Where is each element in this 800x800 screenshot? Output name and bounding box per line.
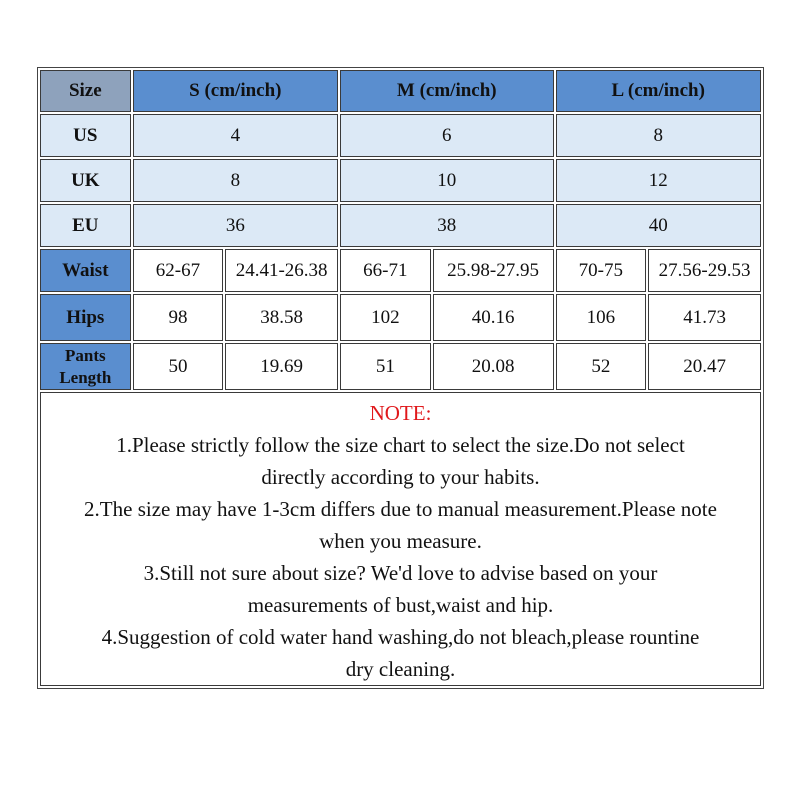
- cell: 51: [340, 343, 431, 390]
- cell: 102: [340, 294, 431, 341]
- cell: 6: [340, 114, 553, 157]
- hips-row: [40, 294, 761, 341]
- s-header: S (cm/inch): [133, 70, 338, 112]
- size-header: Size: [40, 70, 131, 112]
- cell: 4: [133, 114, 338, 157]
- note-row: [40, 392, 761, 686]
- cell: 24.41-26.38: [225, 249, 338, 292]
- cell: 40: [556, 204, 762, 247]
- note-line: 1.Please strictly follow the size chart to select the size.Do not select: [116, 433, 685, 457]
- cell: 98: [133, 294, 224, 341]
- note-line: dry cleaning.: [345, 657, 456, 681]
- note-line: 3.Still not sure about size? We'd love to advise based on your: [143, 561, 658, 585]
- l-header: L (cm/inch): [556, 70, 762, 112]
- row-label: [40, 343, 131, 390]
- uk-row: [40, 159, 761, 202]
- cell: 50: [133, 343, 224, 390]
- row-label: EU: [40, 204, 131, 247]
- row-label-line2: Length: [59, 367, 112, 387]
- cell: 12: [556, 159, 762, 202]
- row-label: Waist: [40, 249, 131, 292]
- cell: 25.98-27.95: [433, 249, 554, 292]
- us-row: [40, 114, 761, 157]
- eu-row: [40, 204, 761, 247]
- cell: 8: [133, 159, 338, 202]
- cell: 52: [556, 343, 647, 390]
- cell: 8: [556, 114, 762, 157]
- row-label: US: [40, 114, 131, 157]
- note-title: NOTE:: [369, 401, 432, 425]
- size-chart-table: [37, 67, 764, 689]
- m-header: M (cm/inch): [340, 70, 553, 112]
- waist-row: [40, 249, 761, 292]
- cell: 10: [340, 159, 553, 202]
- cell: 20.08: [433, 343, 554, 390]
- note-line: directly according to your habits.: [261, 465, 540, 489]
- pants-length-row: [40, 343, 761, 390]
- cell: 70-75: [556, 249, 647, 292]
- cell: 27.56-29.53: [648, 249, 761, 292]
- note-cell: [40, 392, 761, 686]
- note-line: measurements of bust,waist and hip.: [247, 593, 554, 617]
- cell: 38.58: [225, 294, 338, 341]
- cell: 36: [133, 204, 338, 247]
- header-row: [40, 70, 761, 112]
- row-label: Hips: [40, 294, 131, 341]
- note-line: 4.Suggestion of cold water hand washing,do not bleach,please rountine: [101, 625, 700, 649]
- cell: 62-67: [133, 249, 224, 292]
- row-label: UK: [40, 159, 131, 202]
- cell: 20.47: [648, 343, 761, 390]
- cell: 66-71: [340, 249, 431, 292]
- note-line: 2.The size may have 1-3cm differs due to manual measurement.Please note: [84, 497, 717, 521]
- row-label-line1: Pants: [65, 345, 106, 365]
- cell: 41.73: [648, 294, 761, 341]
- cell: 106: [556, 294, 647, 341]
- cell: 38: [340, 204, 553, 247]
- cell: 19.69: [225, 343, 338, 390]
- note-line: when you measure.: [319, 529, 482, 553]
- cell: 40.16: [433, 294, 554, 341]
